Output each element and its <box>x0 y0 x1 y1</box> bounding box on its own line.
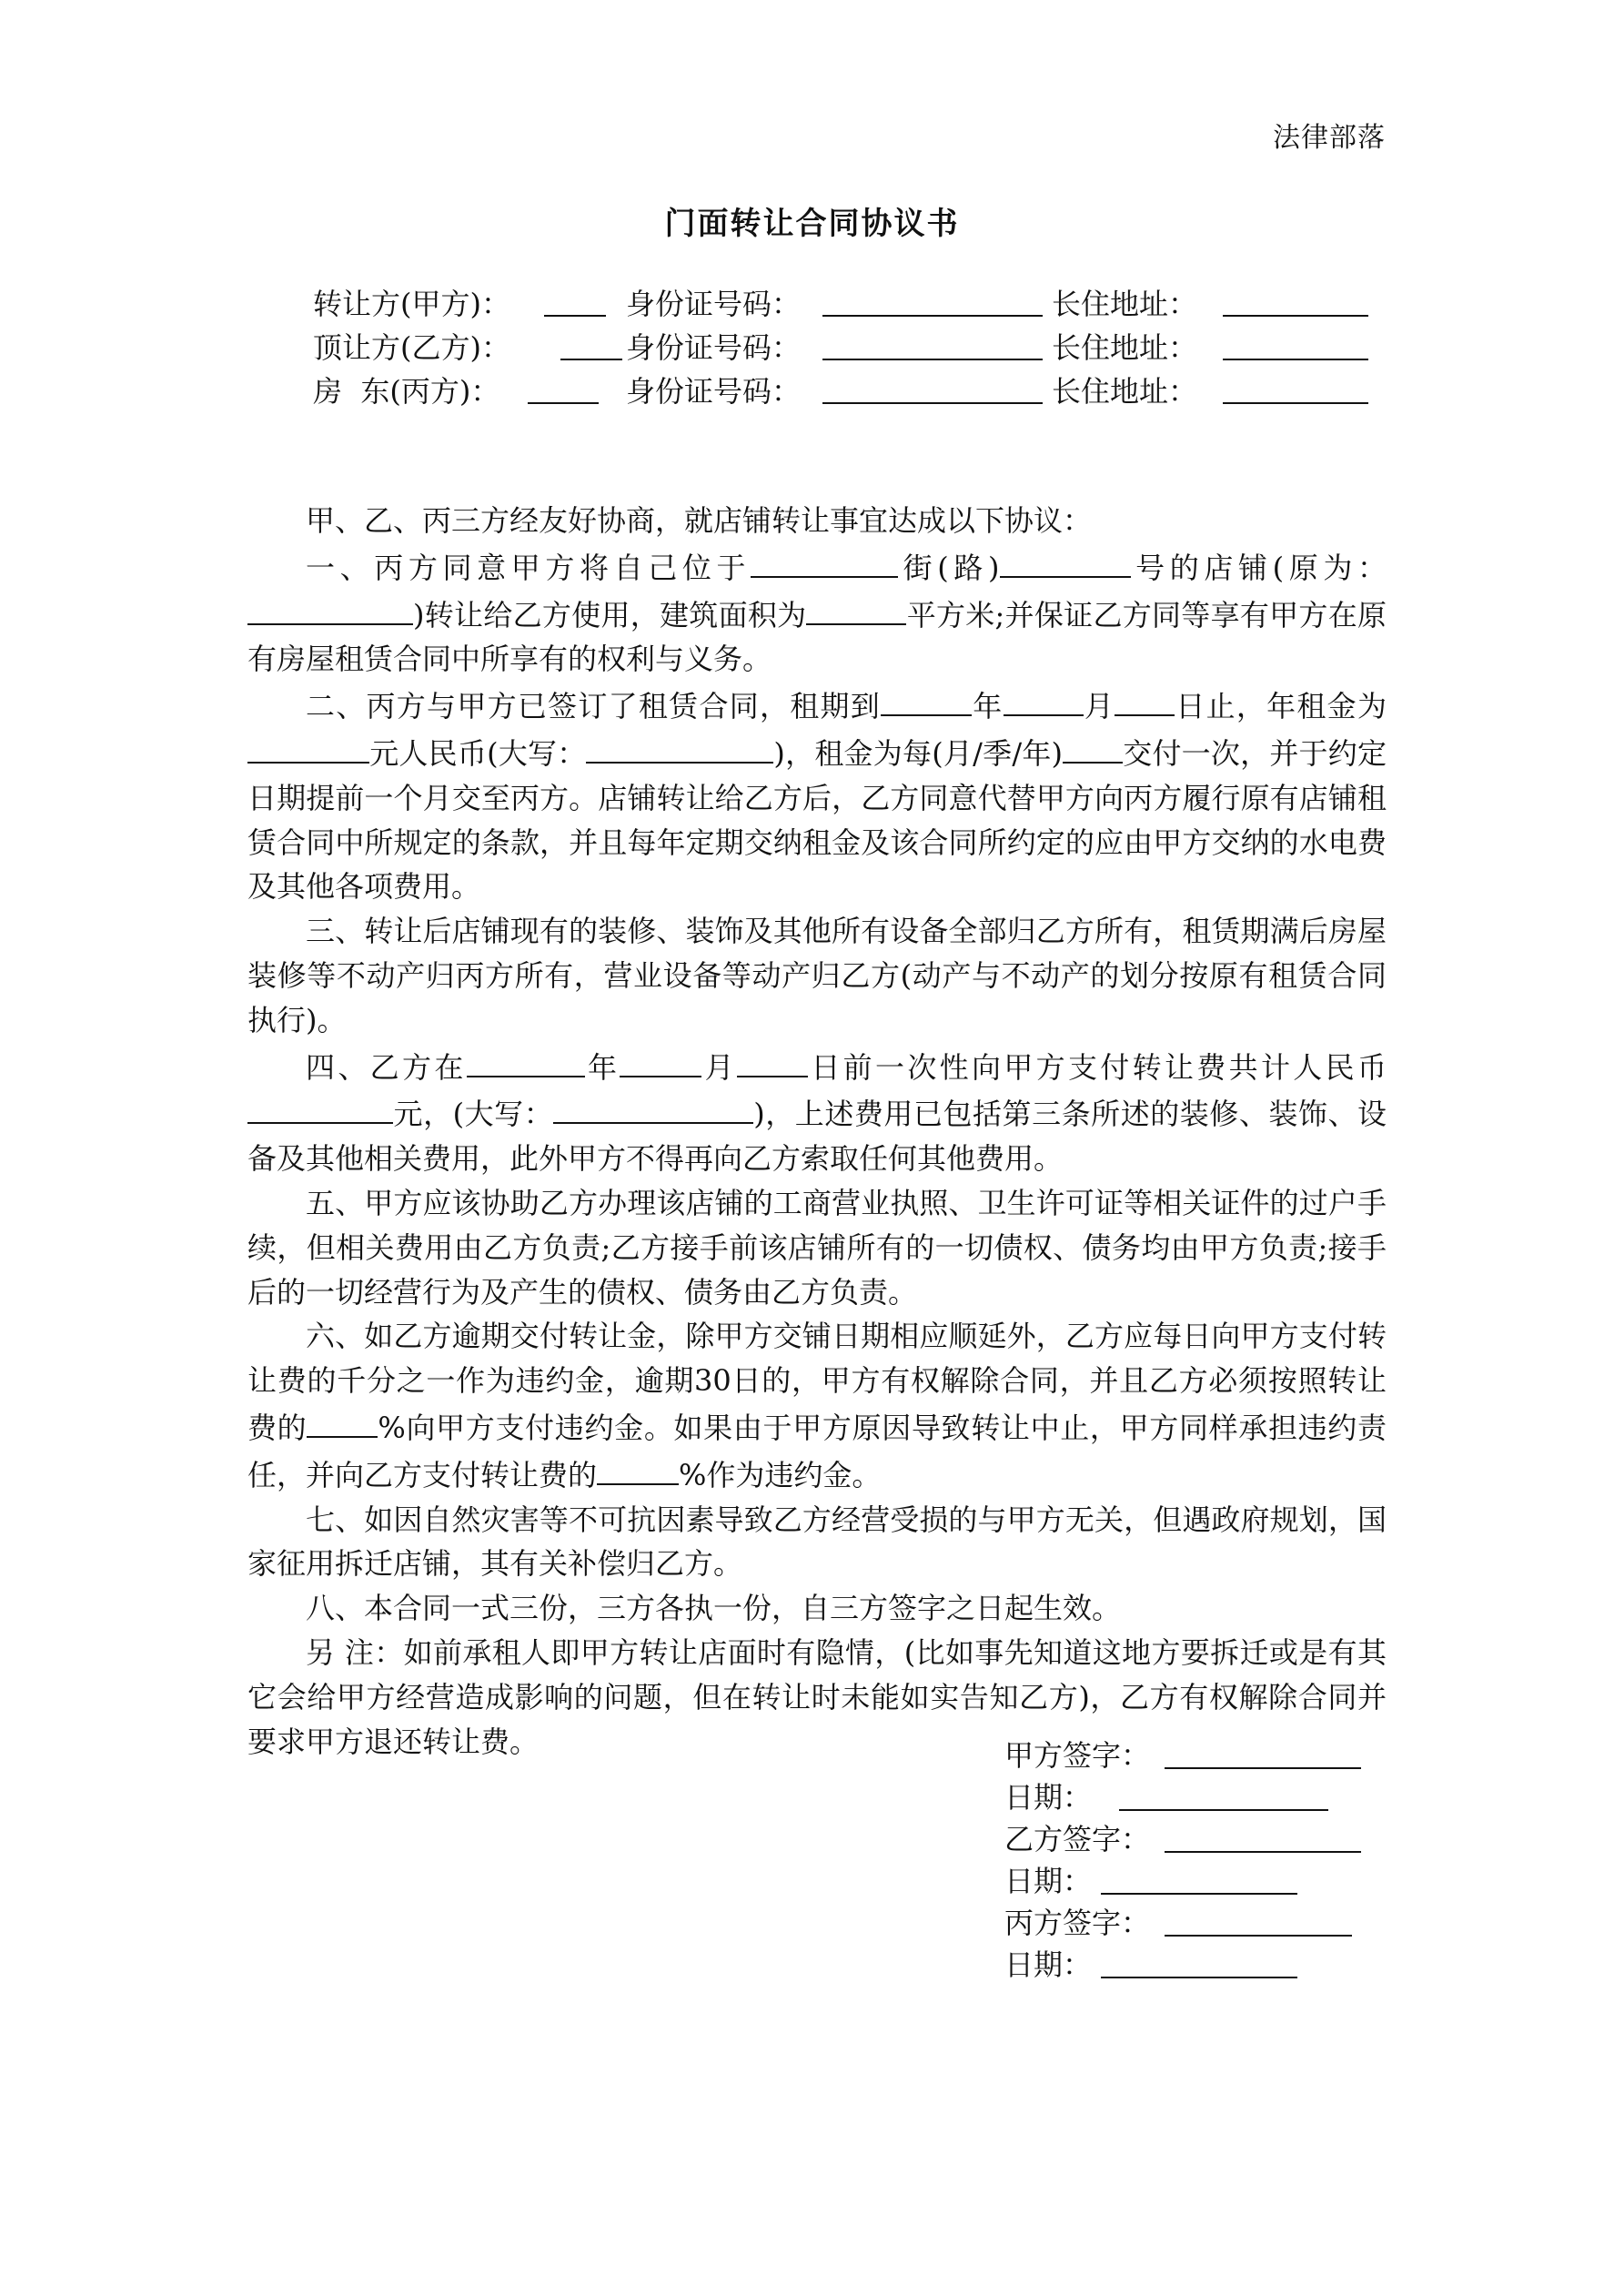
clause-7: 七、如因自然灾害等不可抗因素导致乙方经营受损的与甲方无关，但遇政府规划，国家征用拆迁店铺，其有关补偿归乙方。 <box>247 1502 1387 1582</box>
date-label: 日期： <box>1004 1947 1093 1982</box>
clause-3: 三、转让后店铺现有的装修、装饰及其他所有设备全部归乙方所有，租赁期满后房屋装修等不动产归丙方所有，营业设备等动产归乙方(动产与不动产的划分按原有租赁合同执行)。 <box>247 914 1387 1037</box>
date-blank[interactable] <box>1101 1977 1297 1978</box>
lease-day-blank[interactable] <box>1115 682 1175 716</box>
id-number-blank[interactable] <box>822 282 1043 329</box>
date-label: 日期： <box>1004 1780 1093 1815</box>
clause-text: )转让给乙方使用，建筑面积为 <box>413 597 807 632</box>
number-blank[interactable] <box>1000 543 1131 578</box>
party-name-blank[interactable] <box>528 369 599 416</box>
clause-text: %作为违约金。 <box>679 1457 882 1492</box>
rent-period-blank[interactable] <box>1063 729 1123 764</box>
header-brand: 法律部落 <box>1273 122 1386 154</box>
payment-day-blank[interactable] <box>737 1043 808 1077</box>
party-row-transferor <box>313 282 1387 326</box>
transfer-fee-blank[interactable] <box>247 1089 393 1124</box>
address-blank[interactable] <box>1223 282 1368 329</box>
clause-text: 六、如乙方逾期交付转让金，除甲方交铺日期相应顺延外，乙方应每日向甲方支付转让费的千分之一作为违约金，逾期30日的，甲方有权解除合同，并且乙方必须按照转让费的 <box>247 1319 1387 1445</box>
clause-text: 日止，年租金为 <box>1175 689 1387 724</box>
date-row-party-b <box>1004 1860 1387 1902</box>
clause-text: 日前一次性向甲方支付转让费共计人民币 <box>808 1049 1387 1085</box>
parties-block <box>313 282 1387 413</box>
clause-text: 号的店铺(原为： <box>1130 550 1387 585</box>
signature-row-party-a <box>1004 1735 1387 1776</box>
id-number-label: 身份证号码： <box>626 374 802 409</box>
clause-text: )，上述费用已包括第三条所述的装修、装饰、设备及其他相关费用，此外甲方不得再向乙方索取任何其他费用。 <box>247 1097 1387 1177</box>
rent-in-words-blank[interactable] <box>586 729 773 764</box>
lease-year-blank[interactable] <box>881 682 972 716</box>
clause-text: )，租金为每(月/季/年) <box>773 735 1064 771</box>
penalty-percent-blank[interactable] <box>307 1403 378 1438</box>
clause-1 <box>247 543 1387 682</box>
contract-body <box>247 499 1387 1764</box>
signature-blank[interactable] <box>1165 1851 1361 1853</box>
date-label: 日期： <box>1004 1864 1093 1898</box>
clause-6 <box>247 1314 1387 1497</box>
party-name-blank[interactable] <box>560 326 622 372</box>
id-number-blank[interactable] <box>822 326 1043 372</box>
address-label: 长住地址： <box>1052 330 1198 365</box>
id-number-blank[interactable] <box>822 369 1043 416</box>
signature-label: 甲方签字： <box>1004 1738 1151 1773</box>
party-role-label: 转让方(甲方)： <box>313 287 510 321</box>
signature-row-party-c <box>1004 1902 1387 1944</box>
date-blank[interactable] <box>1101 1893 1297 1895</box>
id-number-label: 身份证号码： <box>626 330 802 365</box>
clause-text: 街(路) <box>898 550 1000 585</box>
annual-rent-blank[interactable] <box>247 729 369 764</box>
original-use-blank[interactable] <box>247 591 413 625</box>
signature-row-party-b <box>1004 1818 1387 1860</box>
fee-in-words-blank[interactable] <box>553 1089 753 1124</box>
signature-blank[interactable] <box>1165 1935 1352 1937</box>
clause-5: 五、甲方应该协助乙方办理该店铺的工商营业执照、卫生许可证等相关证件的过户手续，但相关费用由乙方负责;乙方接手前该店铺所有的一切债权、债务均由甲方负责;接手后的一切经营行为及产生的债权、债务由乙方负责。 <box>247 1185 1387 1310</box>
signature-block <box>1004 1735 1387 1986</box>
party-role-label: 房 东(丙方)： <box>313 374 500 409</box>
clause-text: 年 <box>972 689 1004 724</box>
clause-text: 元人民币(大写： <box>369 735 587 771</box>
date-blank[interactable] <box>1119 1809 1328 1811</box>
clause-4 <box>247 1043 1387 1181</box>
clause-text: 月 <box>1083 689 1115 724</box>
clause-text: 二、丙方与甲方已签订了租赁合同，租期到 <box>306 689 882 724</box>
street-blank[interactable] <box>751 543 898 578</box>
address-blank[interactable] <box>1223 326 1368 372</box>
area-blank[interactable] <box>806 591 906 625</box>
penalty-percent-blank-2[interactable] <box>597 1451 679 1485</box>
clause-text: %向甲方支付违约金。如果由于甲方原因导致转让中止，甲方同样承担违约责任，并向乙方支付转让费的 <box>247 1410 1387 1492</box>
signature-label: 乙方签字： <box>1004 1822 1151 1856</box>
note-paragraph: 另 注：如前承租人即甲方转让店面时有隐情，(比如事先知道这地方要拆迁或是有其它会给甲方经营造成影响的问题，但在转让时未能如实告知乙方)，乙方有权解除合同并要求甲方退还转让费。 <box>247 1634 1387 1759</box>
party-row-landlord <box>313 369 1387 413</box>
document-title: 门面转让合同协议书 <box>664 206 960 242</box>
address-blank[interactable] <box>1223 369 1368 416</box>
signature-blank[interactable] <box>1165 1767 1361 1769</box>
clause-2 <box>247 682 1387 909</box>
address-label: 长住地址： <box>1052 374 1198 409</box>
signature-label: 丙方签字： <box>1004 1906 1151 1940</box>
id-number-label: 身份证号码： <box>626 287 802 321</box>
address-label: 长住地址： <box>1052 287 1198 321</box>
intro-paragraph: 甲、乙、丙三方经友好协商，就店铺转让事宜达成以下协议： <box>306 503 1093 538</box>
clause-text: 平方米;并保证乙方同等享有甲方在原有房屋租赁合同中所享有的权利与义务。 <box>247 597 1387 677</box>
clause-text: 交付一次，并于约定日期提前一个月交至丙方。店铺转让给乙方后，乙方同意代替甲方向丙方履行原有店铺租赁合同中所规定的条款，并且每年定期交纳租金及该合同所约定的应由甲方交纳的水电费及其他各项费用。 <box>247 735 1387 905</box>
clause-text: 年 <box>584 1049 620 1085</box>
party-row-transferee <box>313 326 1387 369</box>
lease-month-blank[interactable] <box>1004 682 1084 716</box>
payment-year-blank[interactable] <box>467 1043 585 1077</box>
clause-text: 月 <box>701 1049 737 1085</box>
payment-month-blank[interactable] <box>620 1043 701 1077</box>
party-role-label: 顶让方(乙方)： <box>313 330 510 365</box>
clause-8: 八、本合同一式三份，三方各执一份，自三方签字之日起生效。 <box>306 1591 1122 1626</box>
clause-text: 一、丙方同意甲方将自己位于 <box>306 550 751 585</box>
clause-text: 四、乙方在 <box>306 1049 467 1085</box>
party-name-blank[interactable] <box>544 282 606 329</box>
clause-text: 元，(大写： <box>393 1097 554 1132</box>
date-row-party-c <box>1004 1944 1387 1986</box>
date-row-party-a <box>1004 1776 1387 1818</box>
